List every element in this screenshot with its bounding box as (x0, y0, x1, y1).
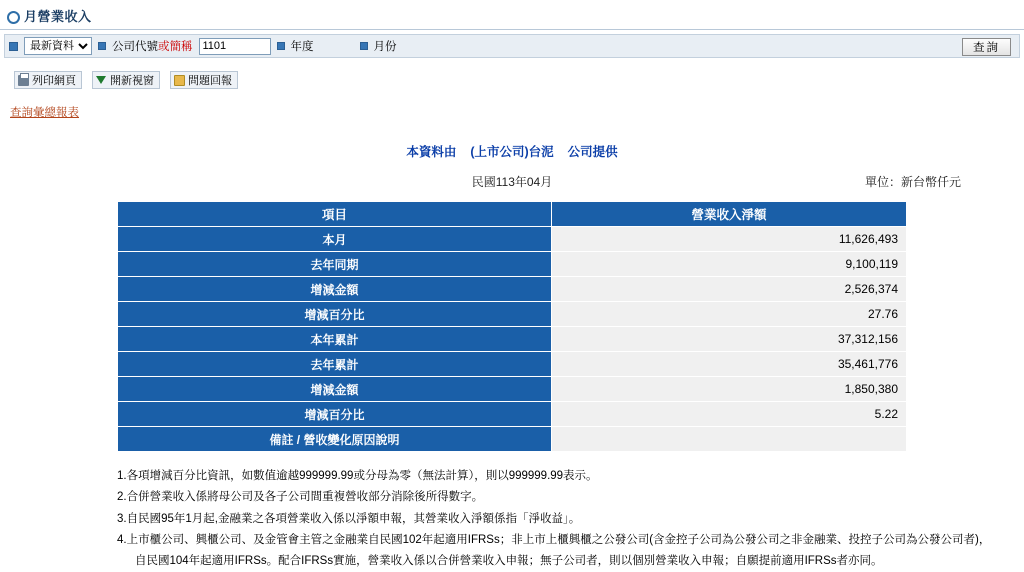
data-source-line (0, 142, 1024, 160)
table-row (118, 352, 907, 377)
table-row (118, 327, 907, 352)
data-source-prefix: 本資料由 (406, 145, 457, 159)
company-label-required: 或簡稱 (158, 41, 193, 53)
note-item: 自民國104年起適用IFRSs。配合IFRSs實施，營業收入係以合併營業收入申報；無子公司者，則以個別營業收入申報；自願提前適用IFRSs者亦同。 (135, 555, 883, 568)
toolbar (14, 70, 1024, 90)
print-page-button[interactable] (14, 71, 82, 89)
row-label: 本年累計 (118, 327, 552, 352)
row-value: 9,100,119 (551, 252, 906, 277)
report-meta (0, 173, 1024, 189)
company-label: 公司代號或簡稱 (112, 41, 193, 53)
row-value: 1,850,380 (551, 377, 906, 402)
row-value: 37,312,156 (551, 327, 906, 352)
month-label: 月份 (373, 41, 397, 53)
report-period: 民國113年04月 (471, 175, 553, 189)
folder-icon (174, 75, 185, 86)
note-item: 4.上市櫃公司、興櫃公司、及金管會主管之金融業自民國102年起適用IFRSs；非上市上櫃興櫃之公發公司(含金控子公司為公發公司之非金融業、投控子公司為公發公司者)， (117, 533, 991, 546)
column-header-value: 營業收入淨額 (551, 202, 906, 227)
table-row (118, 252, 907, 277)
notes-block (117, 466, 991, 572)
data-source-suffix: 公司提供 (567, 145, 618, 159)
table-body (118, 227, 907, 452)
summary-report-link[interactable]: 查詢彙總報表 (10, 107, 79, 119)
refresh-icon (96, 75, 107, 86)
report-issue-label: 問題回報 (188, 75, 232, 87)
page-title: 月營業收入 (24, 9, 92, 24)
marker-icon (9, 42, 18, 51)
row-value: 35,461,776 (551, 352, 906, 377)
row-label: 去年累計 (118, 352, 552, 377)
note-item: 3.自民國95年1月起,金融業之各項營業收入係以淨額申報，其營業收入淨額係指「淨收益」。 (117, 512, 581, 525)
printer-icon (18, 75, 29, 86)
report-unit: 單位：新台幣仟元 (864, 175, 961, 189)
table-header-row (118, 202, 907, 227)
open-new-window-label: 開新視窗 (110, 75, 154, 87)
note-item: 2.合併營業收入係將母公司及各子公司間重複營收部分消除後所得數字。 (117, 491, 484, 504)
row-value: 2,526,374 (551, 277, 906, 302)
year-label: 年度 (290, 41, 314, 53)
dataset-select[interactable] (24, 37, 92, 55)
circle-icon (6, 9, 19, 22)
row-label: 本月 (118, 227, 552, 252)
marker-icon (98, 42, 106, 50)
row-label: 備註 / 營收變化原因說明 (118, 427, 552, 452)
report-issue-button[interactable] (170, 71, 238, 89)
row-label: 增減百分比 (118, 402, 552, 427)
row-value: 27.76 (551, 302, 906, 327)
row-label: 增減金額 (118, 377, 552, 402)
marker-icon (277, 42, 285, 50)
table-row (118, 277, 907, 302)
data-source-company: (上市公司)台泥 (470, 145, 554, 159)
query-bar (4, 34, 1020, 58)
page-title-bar (0, 0, 1024, 30)
table-row (118, 227, 907, 252)
marker-icon (360, 42, 368, 50)
row-value (551, 427, 906, 452)
column-header-item: 項目 (118, 202, 552, 227)
table-row (118, 302, 907, 327)
open-new-window-button[interactable] (92, 71, 160, 89)
row-label: 去年同期 (118, 252, 552, 277)
table-row (118, 402, 907, 427)
row-label: 增減金額 (118, 277, 552, 302)
row-label: 增減百分比 (118, 302, 552, 327)
row-value: 5.22 (551, 402, 906, 427)
revenue-table (117, 201, 907, 452)
note-item: 1.各項增減百分比資訊，如數值逾越999999.99或分母為零（無法計算），則以999999.99表示。 (117, 470, 598, 482)
search-button[interactable]: 查詢 (962, 38, 1011, 56)
table-row (118, 427, 907, 452)
table-row (118, 377, 907, 402)
row-value: 11,626,493 (551, 227, 906, 252)
print-page-label: 列印網頁 (32, 75, 76, 87)
company-code-input[interactable] (199, 38, 271, 55)
